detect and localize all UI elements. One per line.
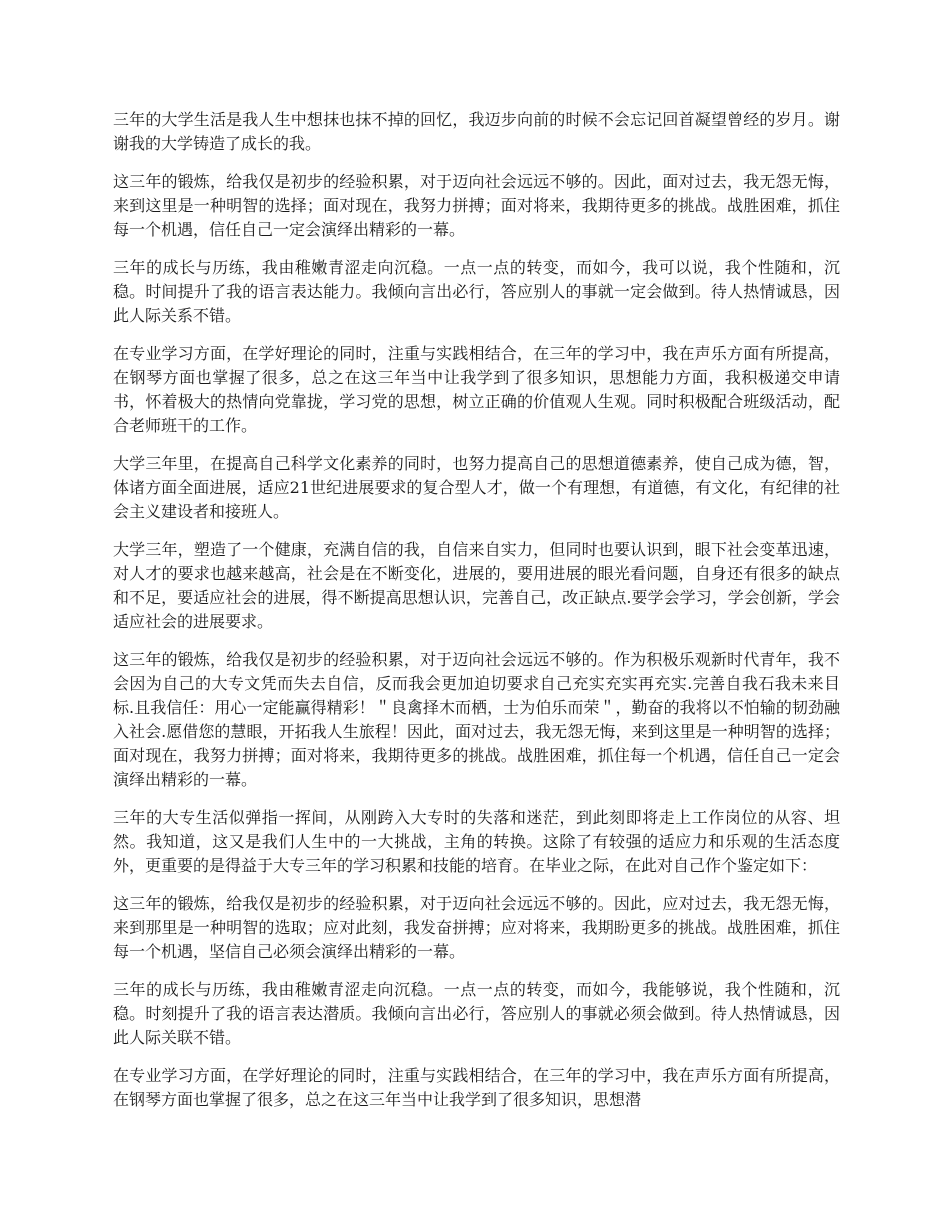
document-body [113,108,840,1126]
paragraph-2: 这三年的锻炼，给我仅是初步的经验积累，对于迈向社会远远不够的。因此，面对过去，我无怨无悔，来到这里是一种明智的选择；面对现在，我努力拼搏；面对将来，我期待更多的挑战。战胜困难，抓住每一个机遇，信任自己一定会演绎出精彩的一幕。 [113,172,840,239]
paragraph-8: 三年的大专生活似弹指一挥间，从刚跨入大专时的失落和迷茫，到此刻即将走上工作岗位的从容、坦然。我知道，这又是我们人生中的一大挑战，主角的转换。这除了有较强的适应力和乐观的生活态度外，更重要的是得益于大专三年的学习积累和技能的培育。在毕业之际，在此对自己作个鉴定如下： [113,808,840,875]
paragraph-7: 这三年的锻炼，给我仅是初步的经验积累，对于迈向社会远远不够的。作为积极乐观新时代青年，我不会因为自己的大专文凭而失去自信，反而我会更加迫切要求自己充实充实再充实.完善自我石我未来目标.且我信任：用心一定能赢得精彩！＂良禽择木而栖，士为伯乐而荣＂，勤奋的我将以不怕输的韧劲融入社会.愿借您的慧眼，开拓我人生旅程！因此，面对过去，我无怨无悔，来到这里是一种明智的选择；面对现在，我努力拼搏；面对将来，我期待更多的挑战。战胜困难，抓住每一个机遇，信任自己一定会演绎出精彩的一幕。 [113,650,840,789]
paragraph-4: 在专业学习方面，在学好理论的同时，注重与实践相结合，在三年的学习中，我在声乐方面有所提高，在钢琴方面也掌握了很多，总之在这三年当中让我学到了很多知识，思想能力方面，我积极递交申请书，怀着极大的热情向党靠拢，学习党的思想，树立正确的价值观人生观。同时积极配合班级活动，配合老师班干的工作。 [113,344,840,435]
paragraph-10: 三年的成长与历练，我由稚嫩青涩走向沉稳。一点一点的转变，而如今，我能够说，我个性随和，沉稳。时刻提升了我的语言表达潜质。我倾向言出必行，答应别人的事就必须会做到。待人热情诚恳，因此人际关联不错。 [113,980,840,1047]
paragraph-1: 三年的大学生活是我人生中想抹也抹不掉的回忆，我迈步向前的时候不会忘记回首凝望曾经的岁月。谢谢我的大学铸造了成长的我。 [113,110,840,153]
paragraph-6: 大学三年，塑造了一个健康，充满自信的我，自信来自实力，但同时也要认识到，眼下社会变革迅速，对人才的要求也越来越高，社会是在不断变化，进展的，要用进展的眼光看问题，自身还有很多的缺点和不足，要适应社会的进展，得不断提高思想认识，完善自己，改正缺点.要学会学习，学会创新，学会适应社会的进展要求。 [113,540,840,631]
paragraph-11: 在专业学习方面，在学好理论的同时，注重与实践相结合，在三年的学习中，我在声乐方面有所提高，在钢琴方面也掌握了很多，总之在这三年当中让我学到了很多知识，思想潜 [113,1066,840,1109]
paragraph-3: 三年的成长与历练，我由稚嫩青涩走向沉稳。一点一点的转变，而如今，我可以说，我个性随和，沉稳。时间提升了我的语言表达能力。我倾向言出必行，答应别人的事就一定会做到。待人热情诚恳，因此人际关系不错。 [113,258,840,325]
paragraph-5: 大学三年里，在提高自己科学文化素养的同时，也努力提高自己的思想道德素养，使自己成为德，智，体诸方面全面进展，适应21世纪进展要求的复合型人才，做一个有理想，有道德，有文化，有纪律的社会主义建设者和接班人。 [113,454,840,521]
paragraph-9: 这三年的锻炼，给我仅是初步的经验积累，对于迈向社会远远不够的。因此，应对过去，我无怨无悔，来到那里是一种明智的选取；应对此刻，我发奋拼搏；应对将来，我期盼更多的挑战。战胜困难，抓住每一个机遇，坚信自己必须会演绎出精彩的一幕。 [113,894,840,961]
